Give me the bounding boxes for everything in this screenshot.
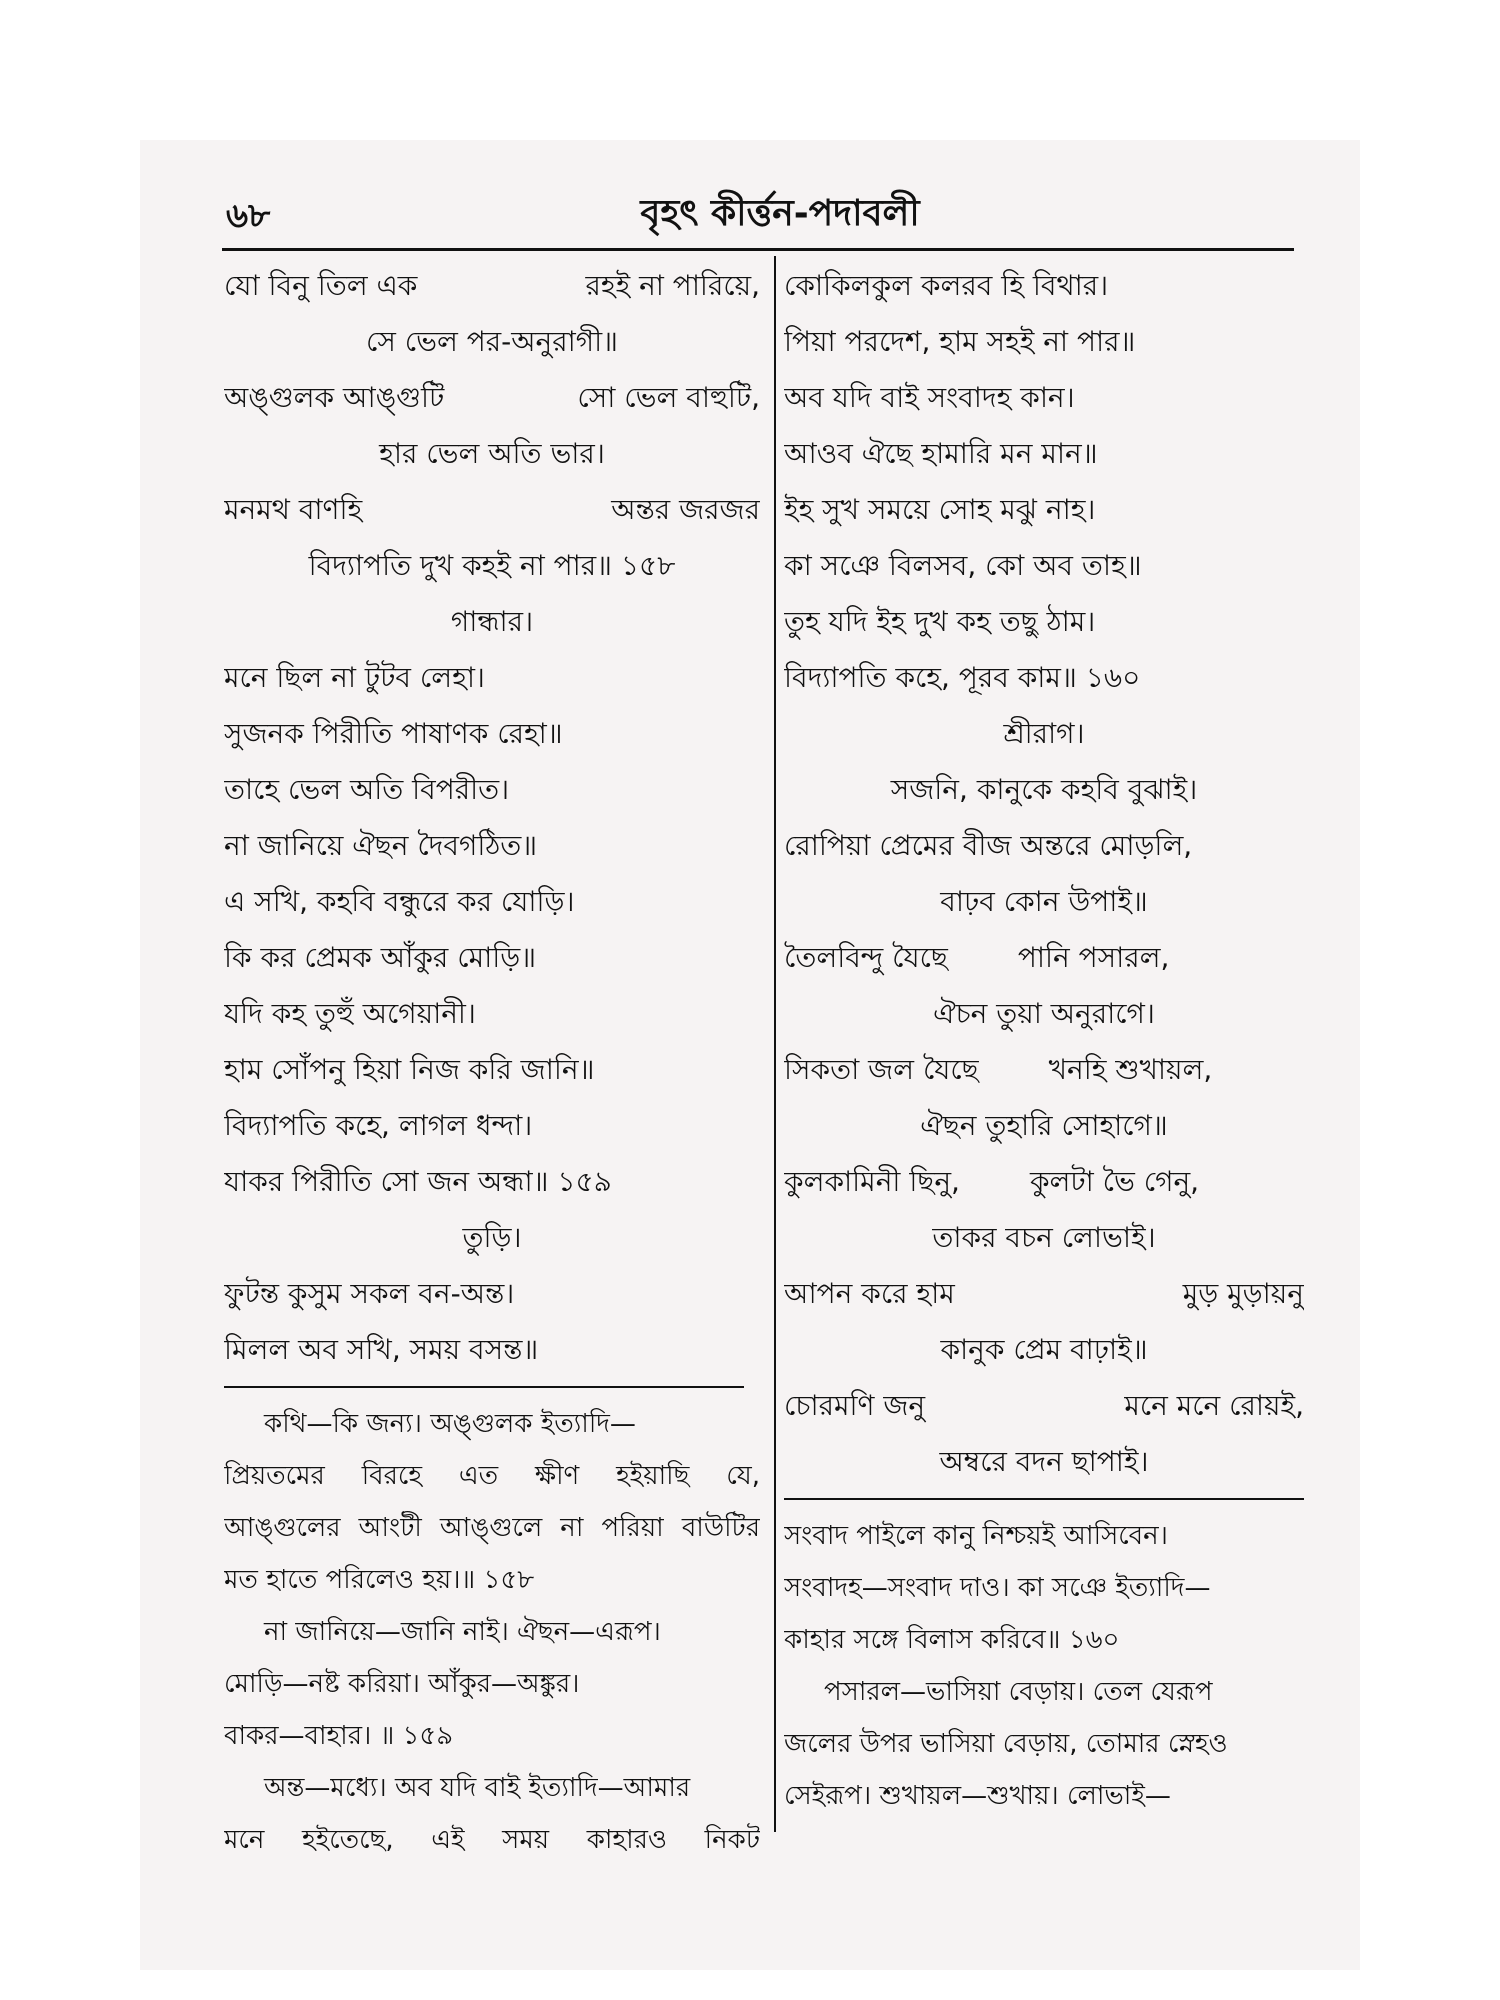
right-notes <box>784 1510 1304 1822</box>
verse-line: ইহ সুখ সময়ে সোহ মঝু নাহ। <box>784 493 1096 526</box>
note-line: সংবাদহ—সংবাদ দাও। কা সঞে ইত্যাদি— <box>784 1573 1211 1603</box>
verse-line: বিদ্যাপতি কহে, পূরব কাম॥ ১৬০ <box>784 661 1141 694</box>
notes-separator <box>224 1386 744 1388</box>
note-line: আঙ্গুলের আংটী আঙ্গুলে না পরিয়া বাউটির <box>224 1513 760 1543</box>
note-line: কাহার সঙ্গে বিলাস করিবে॥ ১৬০ <box>784 1625 1120 1655</box>
verse-line: অম্বরে বদন ছাপাই। <box>939 1445 1149 1478</box>
left-notes <box>224 1398 760 1866</box>
verse-line: বিদ্যাপতি কহে, লাগল ধন্দা। <box>224 1109 533 1142</box>
verse-line: যো বিনু তিল এক রহই না পারিয়ে, <box>224 269 760 302</box>
note-line: মনে হইতেছে, এই সময় কাহারও নিকট <box>224 1825 760 1855</box>
verse-line: কি কর প্রেমক আঁকুর মোড়ি॥ <box>224 941 537 974</box>
note-line: সেইরূপ। শুখায়ল—শুখায়। লোভাই— <box>784 1781 1171 1811</box>
verse-line: ফুটন্ত কুসুম সকল বন-অন্ত। <box>224 1277 515 1310</box>
raga-heading: তুড়ি। <box>462 1221 522 1254</box>
column-divider <box>774 256 776 1832</box>
verse-line: হাম সোঁপনু হিয়া নিজ করি জানি॥ <box>224 1053 595 1086</box>
verse-line: তুহ যদি ইহ দুখ কহ তছু ঠাম। <box>784 605 1096 638</box>
header-rule <box>222 248 1294 251</box>
note-line: বাকর—বাহার। ॥ ১৫৯ <box>224 1721 454 1751</box>
verse-line: মনমথ বাণহি অন্তর জরজর <box>224 493 760 526</box>
verse-line: কুলকামিনী ছিনু, কুলটা ভৈ গেনু, <box>784 1165 1200 1198</box>
page-title: বৃহৎ কীর্ত্তন-পদাবলী <box>640 193 920 234</box>
note-line: মোড়ি—নষ্ট করিয়া। আঁকুর—অঙ্কুর। <box>224 1669 580 1699</box>
verse-line: অঙ্গুলক আঙ্গুটি সো ভেল বাহুটি, <box>224 381 760 414</box>
verse-line: সে ভেল পর-অনুরাগী॥ <box>366 325 618 358</box>
verse-line: এ সখি, কহবি বন্ধুরে কর যোড়ি। <box>224 885 575 918</box>
verse-line: না জানিয়ে ঐছন দৈবগঠিত॥ <box>224 829 538 862</box>
verse-line: মনে ছিল না টুটব লেহা। <box>224 661 485 694</box>
verse-line: মিলল অব সখি, সময় বসন্ত॥ <box>224 1333 539 1366</box>
verse-line: ঐচন তুয়া অনুরাগে। <box>933 997 1155 1030</box>
verse-line: তাকর বচন লোভাই। <box>932 1221 1156 1254</box>
verse-line: কা সঞে বিলসব, কো অব তাহ॥ <box>784 549 1142 582</box>
note-line: সংবাদ পাইলে কানু নিশ্চয়ই আসিবেন। <box>784 1521 1168 1551</box>
verse-line: চোরমণি জনু মনে মনে রোয়ই, <box>784 1389 1304 1422</box>
note-line: না জানিয়ে—জানি নাই। ঐছন—এরূপ। <box>264 1617 661 1647</box>
notes-separator <box>784 1498 1304 1500</box>
note-line: কথি—কি জন্য। অঙ্গুলক ইত্যাদি— <box>264 1409 636 1439</box>
verse-line: সিকতা জল যৈছে খনহি শুখায়ল, <box>784 1053 1213 1086</box>
verse-line: আপন করে হাম মুড় মুড়ায়নু <box>784 1277 1304 1310</box>
verse-line: তৈলবিন্দু যৈছে পানি পসারল, <box>784 941 1170 974</box>
verse-line: অব যদি বাই সংবাদহ কান। <box>784 381 1075 414</box>
note-line: প্রিয়তমের বিরহে এত ক্ষীণ হইয়াছি যে, <box>224 1461 760 1491</box>
right-column <box>784 258 1304 1822</box>
verse-line: আওব ঐছে হামারি মন মান॥ <box>784 437 1098 470</box>
left-column <box>224 258 760 1866</box>
page-number: ৬৮ <box>226 196 271 236</box>
verse-line: যাকর পিরীতি সো জন অন্ধা॥ ১৫৯ <box>224 1165 612 1198</box>
verse-line: ঐছন তুহারি সোহাগে॥ <box>920 1109 1168 1142</box>
raga-heading: শ্রীরাগ। <box>1003 717 1085 750</box>
verse-line: তাহে ভেল অতি বিপরীত। <box>224 773 510 806</box>
note-line: অন্ত—মধ্যে। অব যদি বাই ইত্যাদি—আমার <box>264 1773 691 1803</box>
verse-line: হার ভেল অতি ভার। <box>379 437 605 470</box>
verse-line: বিদ্যাপতি দুখ কহই না পার॥ ১৫৮ <box>308 549 676 582</box>
verse-line: বাঢ়ব কোন উপাই॥ <box>940 885 1148 918</box>
verse-line: রোপিয়া প্রেমের বীজ অন্তরে মোড়লি, <box>784 829 1193 862</box>
verse-line: সজনি, কানুকে কহবি বুঝাই। <box>890 773 1198 806</box>
verse-line: সুজনক পিরীতি পাষাণক রেহা॥ <box>224 717 563 750</box>
verse-line: পিয়া পরদেশ, হাম সহই না পার॥ <box>784 325 1136 358</box>
note-line: জলের উপর ভাসিয়া বেড়ায়, তোমার স্নেহও <box>784 1729 1228 1759</box>
raga-heading: গান্ধার। <box>450 605 534 638</box>
note-line: পসারল—ভাসিয়া বেড়ায়। তেল যেরূপ <box>824 1677 1213 1707</box>
verse-line: কোকিলকুল কলরব হি বিথার। <box>784 269 1109 302</box>
verse-line: কানুক প্রেম বাঢ়াই॥ <box>940 1333 1148 1366</box>
note-line: মত হাতে পরিলেও হয়।॥ ১৫৮ <box>224 1565 535 1595</box>
verse-line: যদি কহ তুহুঁ অগেয়ানী। <box>224 997 476 1030</box>
